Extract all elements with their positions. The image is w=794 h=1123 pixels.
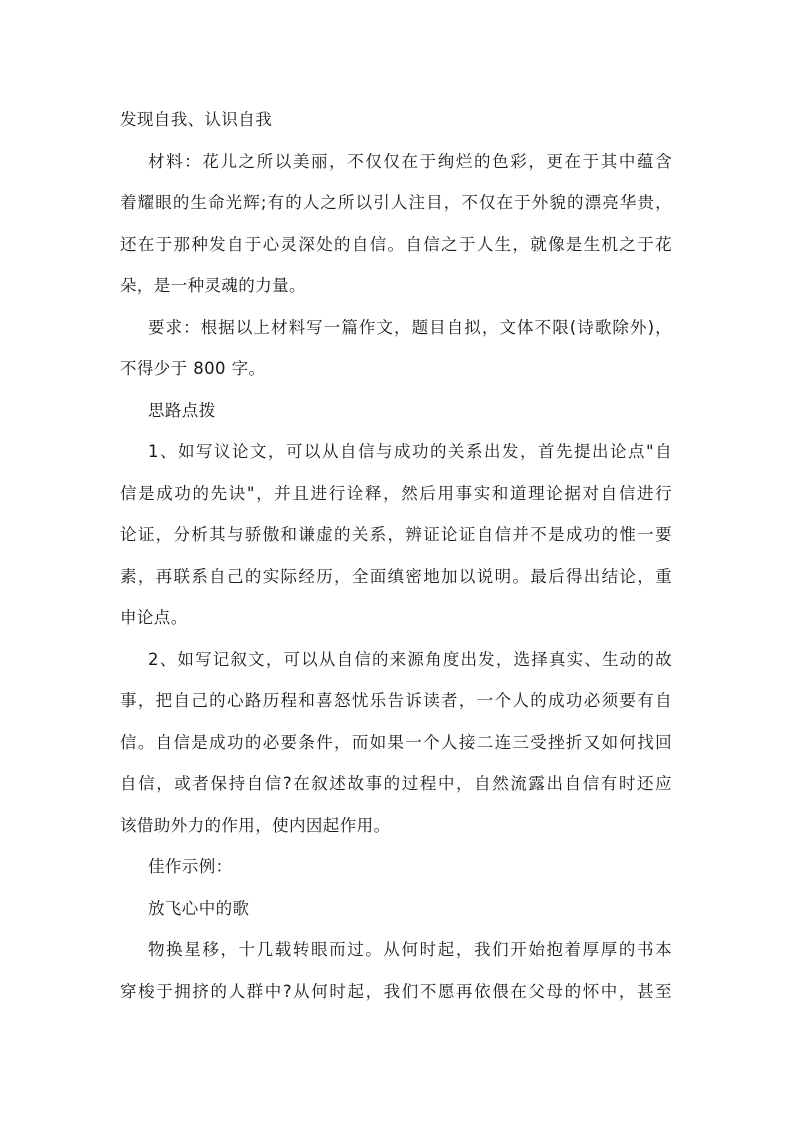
material-line-2: 着耀眼的生命光辉;有的人之所以引人注目，不仅在于外貌的漂亮华贵， [120,193,672,212]
document-page [120,99,672,1012]
essay-title: 放飞心中的歌 [148,898,250,918]
material-line-1: 材料：花儿之所以美丽，不仅仅在于绚烂的色彩，更在于其中蕴含 [148,151,672,171]
essay-line-2: 穿梭于拥挤的人群中?从何时起，我们不愿再依偎在父母的怀中，甚至 [120,981,672,1001]
requirement-line-1: 要求：根据以上材料写一篇作文，题目自拟，文体不限(诗歌除外)， [148,317,672,337]
requirement-line-2: 不得少于 800 字。 [120,359,266,378]
point2-line-5: 该借助外力的作用，使内因起作用。 [120,815,391,835]
material-line-4: 朵，是一种灵魂的力量。 [120,276,306,295]
material-line-3: 还在于那种发自于心灵深处的自信。自信之于人生，就像是生机之于花 [120,234,672,254]
example-heading: 佳作示例： [148,857,233,876]
point1-line-5: 申论点。 [120,608,188,627]
point1-line-4: 素，再联系自己的实际经历，全面缜密地加以说明。最后得出结论，重 [120,566,672,586]
point1-line-3: 论证，分析其与骄傲和谦虚的关系，辨证论证自信并不是成功的惟一要 [120,525,672,544]
point2-line-3: 信。自信是成功的必要条件，而如果一个人接二连三受挫折又如何找回 [120,732,672,752]
essay-line-1: 物换星移，十几载转眼而过。从何时起，我们开始抱着厚厚的书本 [148,940,672,959]
guide-heading: 思路点拨 [148,400,216,420]
point2-line-4: 自信，或者保持自信?在叙述故事的过程中，自然流露出自信有时还应 [120,774,672,793]
point1-line-1: 1、如写议论文，可以从自信与成功的关系出发，首先提出论点"自 [148,442,672,461]
point1-line-2: 信是成功的先诀"，并且进行诠释，然后用事实和道理论据对自信进行 [120,483,672,503]
point2-line-2: 事，把自己的心路历程和喜怒忧乐告诉读者，一个人的成功必须要有自 [120,691,672,710]
point2-line-1: 2、如写记叙文，可以从自信的来源角度出发，选择真实、生动的故 [148,649,672,669]
document-title: 发现自我、认识自我 [120,110,273,129]
